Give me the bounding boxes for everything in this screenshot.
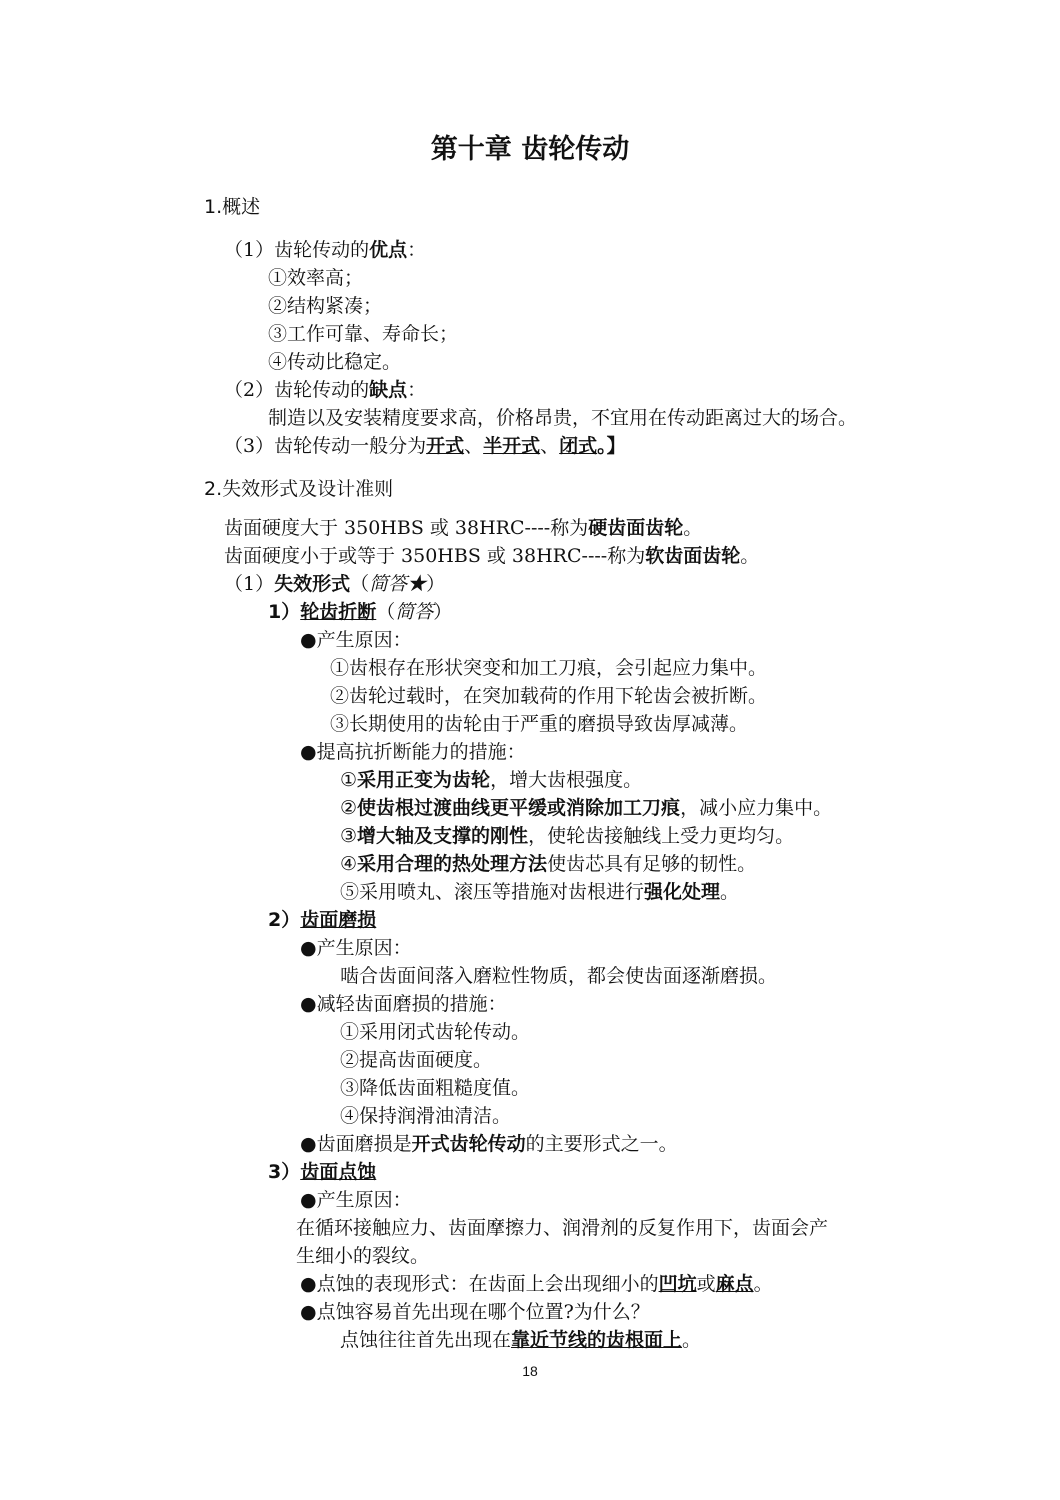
classification-line: （3）齿轮传动一般分为开式、半开式、闭式。】 — [224, 435, 626, 457]
subsection-pitting: 3）齿面点蚀 — [268, 1161, 377, 1183]
pitting-question: ●点蚀容易首先出现在哪个位置?为什么？ — [300, 1301, 650, 1323]
page-number: 18 — [522, 1363, 538, 1379]
pitting-form: ●点蚀的表现形式：在齿面上会出现细小的凹坑或麻点。 — [300, 1273, 773, 1295]
list-item: ①效率高； — [268, 267, 364, 289]
measure-label: ●减轻齿面磨损的措施： — [300, 993, 507, 1015]
wear-note: ●齿面磨损是开式齿轮传动的主要形式之一。 — [300, 1133, 678, 1155]
measure-label: ●提高抗折断能力的措施： — [300, 741, 526, 763]
list-item: ②结构紧凑； — [268, 295, 383, 317]
disadvantages-text: 制造以及安装精度要求高，价格昂贵，不宜用在传动距离过大的场合。 — [268, 407, 858, 429]
cause-text: 啮合齿面间落入磨粒性物质，都会使齿面逐渐磨损。 — [340, 965, 778, 987]
list-item: ②齿轮过载时，在突加载荷的作用下轮齿会被折断。 — [330, 685, 768, 707]
failure-forms-heading: （1）失效形式（简答★） — [224, 573, 446, 595]
cause-text: 在循环接触应力、齿面摩擦力、润滑剂的反复作用下，齿面会产 — [296, 1217, 829, 1239]
pitting-answer: 点蚀往往首先出现在靠近节线的齿根面上。 — [340, 1329, 702, 1351]
chapter-title: 第十章 齿轮传动 — [430, 134, 630, 165]
subsection-tooth-breakage: 1）轮齿折断（简答） — [268, 601, 453, 623]
soft-gear-definition: 齿面硬度小于或等于 350HBS 或 38HRC----称为软齿面齿轮。 — [224, 545, 760, 567]
cause-label: ●产生原因： — [300, 629, 412, 651]
hard-gear-definition: 齿面硬度大于 350HBS 或 38HRC----称为硬齿面齿轮。 — [224, 517, 703, 539]
list-item: ③降低齿面粗糙度值。 — [340, 1077, 531, 1099]
cause-label: ●产生原因： — [300, 1189, 412, 1211]
list-item: ②提高齿面硬度。 — [340, 1049, 493, 1071]
section-heading-failure: 2.失效形式及设计准则 — [204, 478, 394, 500]
list-item: ③增大轴及支撑的刚性，使轮齿接触线上受力更均匀。 — [340, 825, 795, 847]
cause-label: ●产生原因： — [300, 937, 412, 959]
cause-text: 生细小的裂纹。 — [296, 1245, 430, 1267]
list-item: ④传动比稳定。 — [268, 351, 402, 373]
list-item: ⑤采用喷丸、滚压等措施对齿根进行强化处理。 — [340, 881, 740, 903]
list-item: ③工作可靠、寿命长； — [268, 323, 459, 345]
section-heading-overview: 1.概述 — [204, 196, 261, 218]
list-item: ①采用闭式齿轮传动。 — [340, 1021, 531, 1043]
list-item: ④保持润滑油清洁。 — [340, 1105, 512, 1127]
list-item: ①齿根存在形状突变和加工刀痕，会引起应力集中。 — [330, 657, 768, 679]
list-item: ①采用正变为齿轮，增大齿根强度。 — [340, 769, 643, 791]
advantages-line: （1）齿轮传动的优点： — [224, 239, 427, 261]
subsection-tooth-wear: 2）齿面磨损 — [268, 909, 377, 931]
list-item: ③长期使用的齿轮由于严重的磨损导致齿厚减薄。 — [330, 713, 749, 735]
list-item: ②使齿根过渡曲线更平缓或消除加工刀痕，减小应力集中。 — [340, 797, 833, 819]
list-item: ④采用合理的热处理方法使齿芯具有足够的韧性。 — [340, 853, 757, 875]
disadvantages-line: （2）齿轮传动的缺点： — [224, 379, 427, 401]
